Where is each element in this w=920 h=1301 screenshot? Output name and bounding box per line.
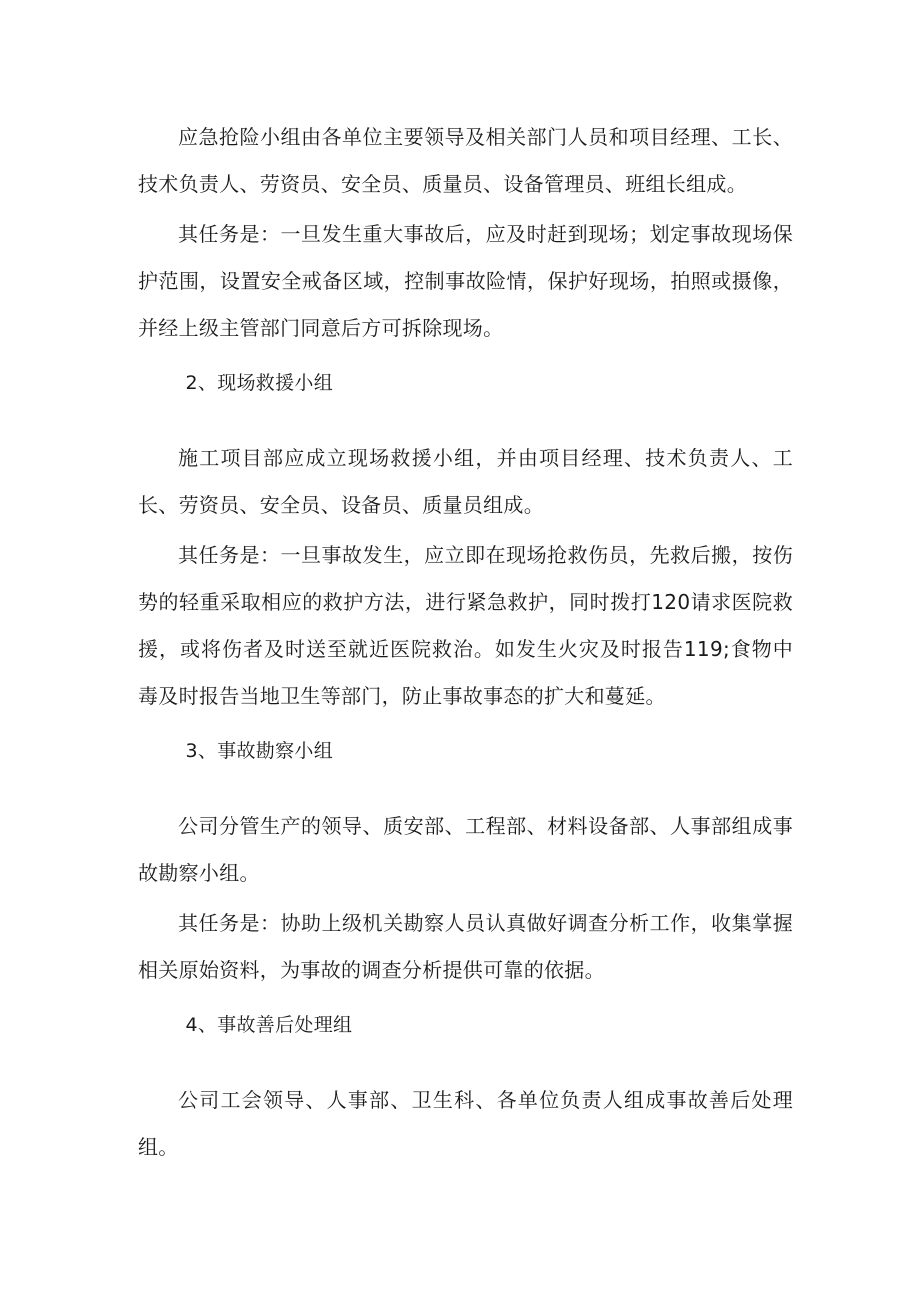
paragraph: 其任务是：一旦事故发生，应立即在现场抢救伤员，先救后搬，按伤势的轻重采取相应的救护方法，进行紧急救护，同时拨打120请求医院救援，或将伤者及时送至就近医院救治。如发生火灾及时报告119;食物中毒及时报告当地卫生等部门，防止事故事态的扩大和蔓延。 xyxy=(138,543,793,708)
paragraph: 其任务是：协助上级机关勘察人员认真做好调查分析工作，收集掌握相关原始资料，为事故的调查分析提供可靠的依据。 xyxy=(138,911,793,982)
paragraph: 应急抢险小组由各单位主要领导及相关部门人员和项目经理、工长、技术负责人、劳资员、安全员、质量员、设备管理员、班组长组成。 xyxy=(138,125,793,196)
paragraph: 其任务是：一旦发生重大事故后，应及时赶到现场；划定事故现场保护范围，设置安全戒备区域，控制事故险情，保护好现场，拍照或摄像，并经上级主管部门同意后方可拆除现场。 xyxy=(138,222,793,340)
section-heading: 4、事故善后处理组 xyxy=(185,1014,353,1036)
paragraph: 公司分管生产的领导、质安部、工程部、材料设备部、人事部组成事故勘察小组。 xyxy=(138,814,793,885)
section-heading: 3、事故勘察小组 xyxy=(185,740,333,762)
section-heading: 2、现场救援小组 xyxy=(185,372,333,394)
paragraph: 施工项目部应成立现场救援小组，并由项目经理、技术负责人、工长、劳资员、安全员、设备员、质量员组成。 xyxy=(138,446,793,517)
document-page xyxy=(138,114,793,1171)
paragraph: 公司工会领导、人事部、卫生科、各单位负责人组成事故善后处理组。 xyxy=(138,1088,793,1159)
